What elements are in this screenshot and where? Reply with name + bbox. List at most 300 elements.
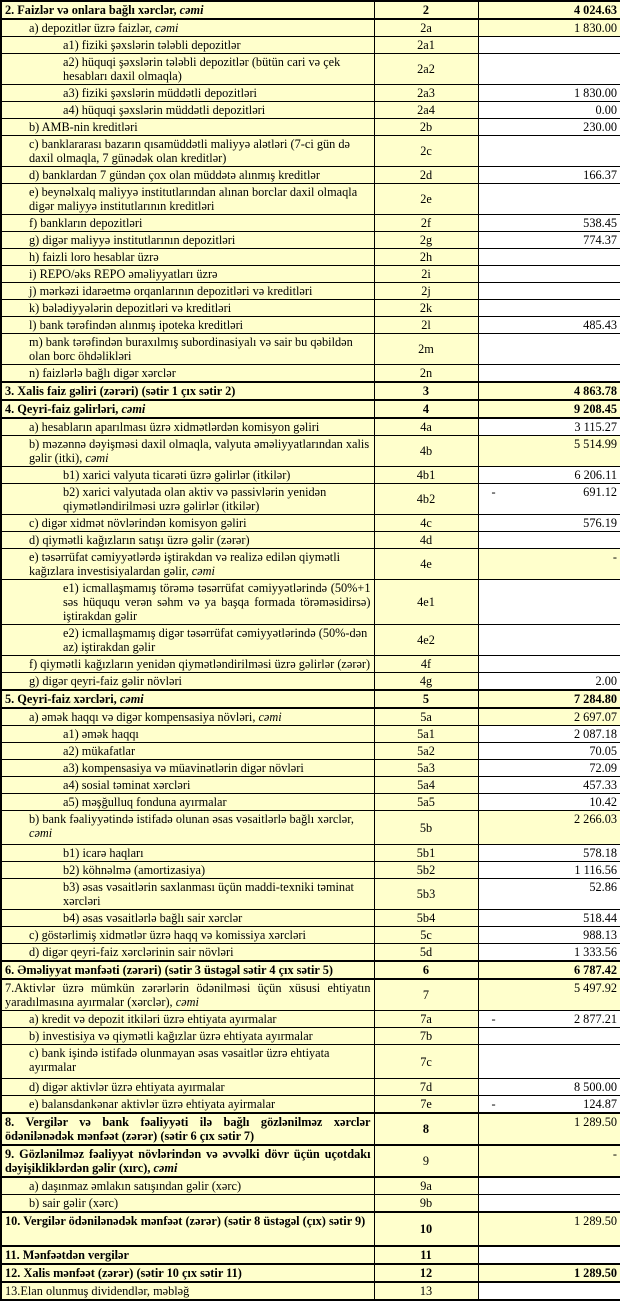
negative-sign bbox=[482, 674, 492, 688]
row-code-cell: 6 bbox=[374, 961, 478, 979]
row-total-suffix: cəmi bbox=[153, 1161, 178, 1175]
row-code-cell: 4e1 bbox=[374, 580, 478, 625]
negative-sign bbox=[482, 1115, 492, 1129]
negative-sign bbox=[482, 1147, 492, 1161]
row-value-text: 7 284.80 bbox=[573, 692, 617, 706]
row-value-cell bbox=[478, 283, 620, 300]
negative-sign bbox=[482, 468, 492, 482]
negative-sign bbox=[482, 550, 492, 564]
row-code-cell: 4b2 bbox=[374, 484, 478, 515]
row-label-cell bbox=[1, 811, 374, 845]
row-value-cell bbox=[478, 317, 620, 334]
row-value-text: 576.19 bbox=[583, 516, 617, 530]
row-value-cell bbox=[478, 673, 620, 691]
row-label-cell bbox=[1, 1096, 374, 1114]
row-label-cell bbox=[1, 690, 374, 708]
row-label-text: c) göstərlimiş xidmətlər üzrə haqq və komissiya xərcləri bbox=[29, 928, 306, 942]
row-value-text: 6 787.42 bbox=[573, 963, 617, 977]
negative-sign bbox=[482, 103, 492, 117]
negative-sign: - bbox=[491, 1097, 496, 1111]
row-code-cell: 11 bbox=[374, 1246, 478, 1264]
row-value-cell bbox=[478, 249, 620, 266]
row-label-cell bbox=[1, 249, 374, 266]
row-value-cell bbox=[478, 656, 620, 673]
row-total-suffix: cəmi bbox=[155, 21, 179, 35]
row-value-cell bbox=[478, 167, 620, 184]
row-code-cell: 10 bbox=[374, 1212, 478, 1246]
table-row bbox=[1, 184, 620, 215]
table-row bbox=[1, 136, 620, 167]
row-label-cell bbox=[1, 54, 374, 85]
row-total-suffix: cəmi bbox=[191, 564, 215, 578]
row-label-text: b1) icarə haqları bbox=[63, 846, 144, 860]
row-code-cell: 9a bbox=[374, 1177, 478, 1195]
row-label-cell bbox=[1, 37, 374, 54]
row-code-cell: 4a bbox=[374, 418, 478, 436]
row-label-text: l) bank tərəfindən alınmış ipoteka kreditləri bbox=[29, 318, 244, 332]
row-code-cell: 2k bbox=[374, 300, 478, 317]
row-label-cell bbox=[1, 1282, 374, 1300]
row-code-cell: 2a4 bbox=[374, 102, 478, 119]
row-value-cell bbox=[478, 37, 620, 54]
row-label-text: c) banklararası bazarın qısamüddətli maliyyə alətləri (7-ci gün də daxil olmaqla, 7 günədək olan kreditlər) bbox=[29, 137, 350, 165]
row-total-suffix: cəmi bbox=[121, 402, 146, 416]
row-value-cell bbox=[478, 184, 620, 215]
row-label-text: b) AMB-nin kreditləri bbox=[29, 120, 138, 134]
row-label-text: 9. Gözlənilməz fəaliyyət növlərindən və əvvəlki dövr üçün uçotdakı dəyişikliklərdən gəlir (xırc), bbox=[5, 1147, 371, 1175]
row-code-cell: 5b4 bbox=[374, 910, 478, 927]
row-code-cell: 9 bbox=[374, 1145, 478, 1177]
row-label-cell bbox=[1, 167, 374, 184]
negative-sign bbox=[482, 863, 492, 877]
row-code-cell: 7 bbox=[374, 979, 478, 1011]
row-code-cell: 5b1 bbox=[374, 845, 478, 862]
row-label-cell bbox=[1, 283, 374, 300]
row-value-cell bbox=[478, 300, 620, 317]
negative-sign bbox=[482, 318, 492, 332]
table-row bbox=[1, 418, 620, 436]
row-value-cell bbox=[478, 580, 620, 625]
row-label-cell bbox=[1, 85, 374, 102]
table-row bbox=[1, 249, 620, 266]
table-row bbox=[1, 690, 620, 708]
row-value-text: 70.05 bbox=[589, 744, 617, 758]
row-value-text: 1 289.50 bbox=[573, 1214, 617, 1228]
negative-sign: - bbox=[491, 485, 496, 499]
row-value-text: 457.33 bbox=[583, 778, 617, 792]
row-value-text: 4 024.63 bbox=[573, 3, 617, 17]
row-label-text: a3) kompensasiya və müavinətlərin digər növləri bbox=[63, 761, 304, 775]
row-label-text: g) digər qeyri-faiz gəlir növləri bbox=[29, 674, 182, 688]
table-row bbox=[1, 365, 620, 383]
row-code-cell: 4e2 bbox=[374, 625, 478, 656]
row-value-cell bbox=[478, 1079, 620, 1096]
row-value-cell bbox=[478, 400, 620, 418]
row-label-text: e) təsərrüfat cəmiyyətlərdə iştirakdan və realizə edilən qiymətli kağızlara investisiyalardan gəlir, bbox=[29, 550, 341, 578]
table-row bbox=[1, 317, 620, 334]
table-row bbox=[1, 85, 620, 102]
row-value-cell bbox=[478, 436, 620, 467]
row-label-cell bbox=[1, 927, 374, 944]
row-code-cell: 5b2 bbox=[374, 862, 478, 879]
table-row bbox=[1, 467, 620, 484]
table-row bbox=[1, 760, 620, 777]
row-value-text: 52.86 bbox=[589, 880, 617, 894]
row-label-text: a1) fiziki şəxslərin tələbli depozitlər bbox=[63, 38, 241, 52]
row-value-cell bbox=[478, 1282, 620, 1300]
row-code-cell: 4g bbox=[374, 673, 478, 691]
negative-sign bbox=[482, 402, 492, 416]
row-value-cell bbox=[478, 334, 620, 365]
row-code-cell: 5 bbox=[374, 690, 478, 708]
row-label-cell bbox=[1, 1028, 374, 1045]
row-value-cell bbox=[478, 1195, 620, 1213]
table-body bbox=[1, 1, 620, 1300]
row-label-text: b) məzənnə dəyişməsi daxil olmaqla, valyuta əməliyyatlarından xalis gəlir (itki), bbox=[29, 437, 370, 465]
row-value-text: 72.09 bbox=[589, 761, 617, 775]
table-row bbox=[1, 1264, 620, 1282]
row-code-cell: 5a1 bbox=[374, 726, 478, 743]
row-value-text: 578.18 bbox=[583, 846, 617, 860]
row-value-cell bbox=[478, 708, 620, 726]
row-code-cell: 13 bbox=[374, 1282, 478, 1300]
row-label-text: b4) əsas vəsaitlərlə bağlı sair xərclər bbox=[63, 911, 243, 925]
row-value-text: 2 697.07 bbox=[573, 710, 617, 724]
row-total-suffix: cəmi bbox=[175, 995, 199, 1009]
row-value-text: 5 497.92 bbox=[573, 981, 617, 995]
row-value-text: 1 116.56 bbox=[574, 863, 617, 877]
row-value-text: 166.37 bbox=[583, 168, 617, 182]
row-value-text: 2.00 bbox=[595, 674, 617, 688]
row-label-text: 5. Qeyri-faiz xərcləri, bbox=[5, 692, 120, 706]
negative-sign bbox=[482, 778, 492, 792]
row-label-cell bbox=[1, 673, 374, 691]
negative-sign bbox=[482, 120, 492, 134]
row-value-cell bbox=[478, 1113, 620, 1145]
negative-sign bbox=[482, 1214, 492, 1228]
negative-sign bbox=[482, 233, 492, 247]
table-row bbox=[1, 726, 620, 743]
row-code-cell: 2e bbox=[374, 184, 478, 215]
negative-sign bbox=[482, 3, 492, 17]
table-row bbox=[1, 862, 620, 879]
table-row bbox=[1, 400, 620, 418]
row-label-cell bbox=[1, 215, 374, 232]
table-row bbox=[1, 1246, 620, 1264]
row-label-cell bbox=[1, 1212, 374, 1246]
row-value-text: 10.42 bbox=[589, 795, 617, 809]
row-value-cell bbox=[478, 862, 620, 879]
row-value-text: - bbox=[612, 1147, 617, 1161]
row-label-text: a4) sosial təminat xərcləri bbox=[63, 778, 191, 792]
row-value-cell bbox=[478, 102, 620, 119]
table-row bbox=[1, 1, 620, 19]
row-value-cell bbox=[478, 760, 620, 777]
row-code-cell: 4f bbox=[374, 656, 478, 673]
negative-sign: - bbox=[491, 1012, 496, 1026]
row-value-cell bbox=[478, 85, 620, 102]
row-label-cell bbox=[1, 656, 374, 673]
negative-sign bbox=[482, 216, 492, 230]
row-label-text: 11. Mənfəətdən vergilər bbox=[5, 1248, 129, 1262]
row-label-text: a4) hüquqi şəxslərin müddətli depozitləri bbox=[63, 103, 266, 117]
table-row bbox=[1, 266, 620, 283]
row-code-cell: 5b3 bbox=[374, 879, 478, 910]
negative-sign bbox=[482, 945, 492, 959]
row-value-cell bbox=[478, 794, 620, 811]
negative-sign bbox=[482, 420, 492, 434]
row-label-text: f) bankların depozitləri bbox=[29, 216, 143, 230]
row-code-cell: 5a2 bbox=[374, 743, 478, 760]
row-label-cell bbox=[1, 136, 374, 167]
table-row bbox=[1, 708, 620, 726]
row-label-text: g) digər maliyyə institutlarının depozitləri bbox=[29, 233, 236, 247]
row-total-suffix: cəmi bbox=[179, 3, 204, 17]
row-label-cell bbox=[1, 1011, 374, 1028]
row-label-cell bbox=[1, 794, 374, 811]
row-code-cell: 4e bbox=[374, 549, 478, 580]
row-label-text: d) digər aktivlər üzrə ehtiyata ayırmalar bbox=[29, 1080, 225, 1094]
row-label-cell bbox=[1, 1264, 374, 1282]
row-code-cell: 7e bbox=[374, 1096, 478, 1114]
row-label-text: i) REPO/əks REPO əməliyyatları üzrə bbox=[29, 267, 218, 281]
row-code-cell: 2f bbox=[374, 215, 478, 232]
row-value-cell bbox=[478, 726, 620, 743]
row-label-cell bbox=[1, 365, 374, 383]
row-label-text: a2) hüquqi şəxslərin tələbli depozitlər (bütün cari və çek hesabları daxil olmaqla) bbox=[63, 55, 341, 83]
row-label-cell bbox=[1, 979, 374, 1011]
row-label-text: b) investisiya və qiymətli kağızlar üzrə ehtiyata ayırmalar bbox=[29, 1029, 313, 1043]
row-label-cell bbox=[1, 777, 374, 794]
row-value-text: 1 289.50 bbox=[573, 1266, 617, 1280]
row-label-text: b) sair gəlir (xərc) bbox=[29, 1196, 119, 1210]
row-code-cell: 2a3 bbox=[374, 85, 478, 102]
row-value-cell bbox=[478, 1264, 620, 1282]
row-label-cell bbox=[1, 1045, 374, 1079]
negative-sign bbox=[482, 761, 492, 775]
row-value-cell bbox=[478, 232, 620, 249]
row-code-cell: 4b bbox=[374, 436, 478, 467]
row-value-cell bbox=[478, 979, 620, 1011]
row-label-text: f) qiymətli kağızların yenidən qiymətləndirilməsi üzrə gəlirlər (zərər) bbox=[29, 657, 371, 671]
row-label-cell bbox=[1, 436, 374, 467]
table-row bbox=[1, 811, 620, 845]
table-row bbox=[1, 1282, 620, 1300]
row-value-cell bbox=[478, 54, 620, 85]
table-row bbox=[1, 845, 620, 862]
row-value-cell bbox=[478, 19, 620, 37]
row-label-cell bbox=[1, 1079, 374, 1096]
row-label-text: h) faizli loro hesablar üzrə bbox=[29, 250, 159, 264]
row-label-cell bbox=[1, 484, 374, 515]
row-code-cell: 4b1 bbox=[374, 467, 478, 484]
table-row bbox=[1, 334, 620, 365]
table-row bbox=[1, 743, 620, 760]
row-label-cell bbox=[1, 625, 374, 656]
row-label-text: b1) xarici valyuta ticarəti üzrə gəlirlər (itkilər) bbox=[63, 468, 291, 482]
row-value-cell bbox=[478, 1096, 620, 1114]
negative-sign bbox=[482, 795, 492, 809]
row-code-cell: 9b bbox=[374, 1195, 478, 1213]
row-label-cell bbox=[1, 119, 374, 136]
row-code-cell: 5a3 bbox=[374, 760, 478, 777]
table-row bbox=[1, 515, 620, 532]
table-row bbox=[1, 1195, 620, 1213]
negative-sign bbox=[482, 963, 492, 977]
row-code-cell: 5a4 bbox=[374, 777, 478, 794]
row-label-text: a1) əmək haqqı bbox=[63, 727, 139, 741]
row-label-text: a) əmək haqqı və digər kompensasiya növləri, bbox=[29, 710, 259, 724]
row-value-cell bbox=[478, 215, 620, 232]
row-code-cell: 2h bbox=[374, 249, 478, 266]
row-total-suffix: cəmi bbox=[85, 451, 109, 465]
row-value-cell bbox=[478, 961, 620, 979]
row-label-text: d) banklardan 7 gündən çox olan müddətə alınmış kreditlər bbox=[29, 168, 320, 182]
row-value-text: 485.43 bbox=[583, 318, 617, 332]
row-label-cell bbox=[1, 1177, 374, 1195]
row-code-cell: 2a bbox=[374, 19, 478, 37]
row-value-cell bbox=[478, 1045, 620, 1079]
row-value-text: 691.12 bbox=[583, 485, 617, 499]
table-row bbox=[1, 777, 620, 794]
table-row bbox=[1, 927, 620, 944]
row-code-cell: 2d bbox=[374, 167, 478, 184]
row-total-suffix: cəmi bbox=[119, 692, 144, 706]
negative-sign bbox=[482, 727, 492, 741]
table-row bbox=[1, 1028, 620, 1045]
row-label-cell bbox=[1, 743, 374, 760]
row-label-cell bbox=[1, 910, 374, 927]
table-row bbox=[1, 656, 620, 673]
row-code-cell: 2l bbox=[374, 317, 478, 334]
table-row bbox=[1, 961, 620, 979]
negative-sign bbox=[482, 1080, 492, 1094]
row-value-text: 518.44 bbox=[583, 911, 617, 925]
row-value-text: - bbox=[612, 550, 617, 564]
row-code-cell: 3 bbox=[374, 382, 478, 400]
row-value-cell bbox=[478, 484, 620, 515]
row-label-text: b) bank fəaliyyətində istifadə olunan əsas vəsaitlərlə bağlı xərclər, bbox=[29, 812, 354, 826]
table-row bbox=[1, 382, 620, 400]
row-label-text: c) bank işində istifadə olunmayan əsas vəsaitlər üzrə ehtiyata ayırmalar bbox=[29, 1046, 330, 1074]
row-label-cell bbox=[1, 760, 374, 777]
row-value-cell bbox=[478, 743, 620, 760]
table-row bbox=[1, 37, 620, 54]
row-label-text: d) digər qeyri-faiz xərclərinin sair növləri bbox=[29, 945, 234, 959]
row-label-text: e) balansdankənar aktivlər üzrə ehtiyata ayirmalar bbox=[29, 1097, 276, 1111]
row-label-cell bbox=[1, 944, 374, 962]
row-code-cell: 2a1 bbox=[374, 37, 478, 54]
row-label-cell bbox=[1, 317, 374, 334]
table-row bbox=[1, 19, 620, 37]
row-label-text: 3. Xalis faiz gəliri (zərəri) (sətir 1 çıx sətir 2) bbox=[5, 384, 236, 398]
row-label-text: m) bank tərəfindən buraxılmış subordinasiyalı və sair bu qəbildən olan borc öhdəlikləri bbox=[29, 335, 353, 363]
row-value-cell bbox=[478, 811, 620, 845]
row-value-cell bbox=[478, 1011, 620, 1028]
table-row bbox=[1, 436, 620, 467]
table-row bbox=[1, 54, 620, 85]
row-value-text: 230.00 bbox=[583, 120, 617, 134]
row-value-text: 5 514.99 bbox=[573, 437, 617, 451]
row-label-text: 2. Faizlər və onlara bağlı xərclər, bbox=[5, 3, 180, 17]
row-label-cell bbox=[1, 580, 374, 625]
row-value-cell bbox=[478, 382, 620, 400]
row-label-text: c) digər xidmət növlərindən komisyon gəliri bbox=[29, 516, 247, 530]
row-code-cell: 2 bbox=[374, 1, 478, 19]
negative-sign bbox=[482, 911, 492, 925]
negative-sign bbox=[482, 86, 492, 100]
table-row bbox=[1, 283, 620, 300]
row-value-text: 6 206.11 bbox=[574, 468, 617, 482]
row-value-text: 8 500.00 bbox=[573, 1080, 617, 1094]
row-label-text: a) depozitlər üzrə faizlər, bbox=[29, 21, 156, 35]
row-label-cell bbox=[1, 862, 374, 879]
row-value-text: 1 333.56 bbox=[573, 945, 617, 959]
row-label-text: 7.Aktivlər üzrə mümkün zərərlərin ödənilməsi üçün xüsusi ehtiyatın yaradılmasına ayırmalar (xərclər), bbox=[5, 981, 371, 1009]
row-label-text: a) daşınmaz əmlakın satışından gəlir (xərc) bbox=[29, 1179, 242, 1193]
negative-sign bbox=[482, 384, 492, 398]
table-row bbox=[1, 1177, 620, 1195]
row-code-cell: 5c bbox=[374, 927, 478, 944]
row-value-text: 1 289.50 bbox=[573, 1115, 617, 1129]
row-code-cell: 8 bbox=[374, 1113, 478, 1145]
row-label-cell bbox=[1, 418, 374, 436]
row-value-text: 2 266.03 bbox=[573, 812, 617, 826]
row-code-cell: 4c bbox=[374, 515, 478, 532]
row-label-text: j) mərkəzi idarəetmə orqanlarının depozitləri və kreditləri bbox=[29, 284, 313, 298]
table-row bbox=[1, 910, 620, 927]
table-row bbox=[1, 532, 620, 549]
row-value-text: 4 863.78 bbox=[573, 384, 617, 398]
table-row bbox=[1, 1045, 620, 1079]
row-total-suffix: cəmi bbox=[258, 710, 282, 724]
row-label-text: a5) məşğulluq fonduna ayırmalar bbox=[63, 795, 227, 809]
row-value-cell bbox=[478, 365, 620, 383]
row-label-cell bbox=[1, 1113, 374, 1145]
row-label-cell bbox=[1, 266, 374, 283]
row-label-text: 12. Xalis mənfəət (zərər) (sətir 10 çıx sətir 11) bbox=[5, 1266, 242, 1280]
row-value-text: 1 830.00 bbox=[573, 21, 617, 35]
row-label-text: b2) köhnəlmə (amortizasiya) bbox=[63, 863, 206, 877]
row-label-cell bbox=[1, 708, 374, 726]
row-code-cell: 2c bbox=[374, 136, 478, 167]
row-label-text: k) bələdiyyələrin depozitləri və kreditləri bbox=[29, 301, 232, 315]
row-label-text: 8. Vergilər və bank fəaliyyəti ilə bağlı gözlənilməz xərclər ödənilənədək mənfəət (zərər) (sətir 6 çıx sətir 7) bbox=[5, 1115, 371, 1143]
row-value-text: 2 877.21 bbox=[573, 1012, 617, 1026]
row-code-cell: 5d bbox=[374, 944, 478, 962]
row-label-cell bbox=[1, 726, 374, 743]
negative-sign bbox=[482, 812, 492, 826]
row-code-cell: 2j bbox=[374, 283, 478, 300]
table-row bbox=[1, 673, 620, 691]
negative-sign bbox=[482, 516, 492, 530]
row-code-cell: 2b bbox=[374, 119, 478, 136]
row-total-suffix: cəmi bbox=[29, 826, 53, 840]
table-row bbox=[1, 580, 620, 625]
row-label-text: a2) mükafatlar bbox=[63, 744, 136, 758]
row-code-cell: 5a5 bbox=[374, 794, 478, 811]
row-label-text: b2) xarici valyutada olan aktiv və passivlərin yenidən qiymətləndirilməsi uzrə gəlirlər (itkilər) bbox=[63, 485, 327, 513]
row-value-cell bbox=[478, 1246, 620, 1264]
row-value-cell bbox=[478, 1177, 620, 1195]
row-code-cell: 4 bbox=[374, 400, 478, 418]
row-value-cell bbox=[478, 1, 620, 19]
row-value-cell bbox=[478, 879, 620, 910]
row-label-cell bbox=[1, 1195, 374, 1213]
row-label-cell bbox=[1, 845, 374, 862]
negative-sign bbox=[482, 880, 492, 894]
row-label-cell bbox=[1, 1145, 374, 1177]
